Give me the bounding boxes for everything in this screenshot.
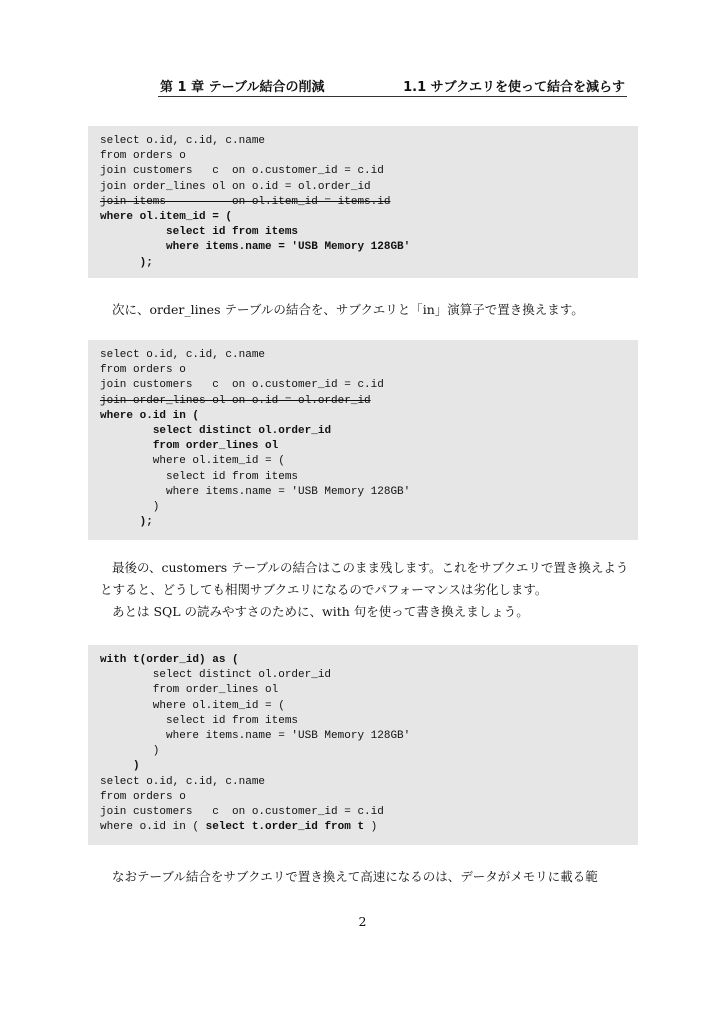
code-block-1 <box>88 126 638 278</box>
code-text: select id from items <box>166 226 299 239</box>
code-line <box>100 744 626 759</box>
code-text: ) <box>364 821 378 834</box>
code-text: select distinct ol.order_id <box>152 424 332 437</box>
code-text: select o.id, c.id, c.name <box>100 775 266 788</box>
code-line <box>100 454 626 469</box>
code-line <box>100 683 626 698</box>
code-text: from orders o <box>100 790 186 803</box>
code-text: select id from items <box>100 470 299 483</box>
paragraph: なおテーブル結合をサブクエリで置き換えて高速になるのは、データがメモリに載る範 <box>112 869 598 884</box>
code-line <box>100 515 626 530</box>
code-text <box>100 226 166 238</box>
code-text: where items.name = 'USB Memory 128GB' <box>166 241 411 254</box>
code-text: from orders o <box>100 364 186 377</box>
code-line <box>100 653 626 668</box>
code-line <box>100 134 626 149</box>
header-rule <box>158 96 627 97</box>
code-text: ) <box>133 760 140 773</box>
code-text: select id from items <box>100 714 299 727</box>
paragraph: あとは SQL の読みやすさのために、with 句を使って書き換えましょう。 <box>112 604 529 619</box>
code-text: select t.order_id from t <box>205 821 365 834</box>
code-text: from order_lines ol <box>152 440 279 453</box>
code-line <box>100 820 626 835</box>
code-text: ) <box>100 500 160 513</box>
code-line <box>100 363 626 378</box>
struck-code-text: join order_lines ol on o.id = ol.order_id <box>100 394 371 407</box>
code-text: where ol.item_id = ( <box>100 210 233 223</box>
chapter-header: 第 1 章 テーブル結合の削減 <box>160 80 325 95</box>
code-line <box>100 195 626 210</box>
code-text: where o.id in ( <box>100 821 206 834</box>
code-line <box>100 210 626 225</box>
code-line <box>100 668 626 683</box>
code-line <box>100 500 626 515</box>
code-block-2 <box>88 340 638 540</box>
code-text <box>100 440 153 452</box>
code-line <box>100 775 626 790</box>
code-text: select distinct ol.order_id <box>100 669 332 682</box>
code-text: join customers c on o.customer_id = c.id <box>100 165 384 178</box>
code-line <box>100 729 626 744</box>
code-text: from orders o <box>100 150 186 163</box>
paragraph: 最後の、customers テーブルの結合はこのまま残します。これをサブクエリで置き換えようとすると、どうしても相関サブクエリになるのでパフォーマンスは劣化します。 <box>100 560 629 597</box>
code-text <box>100 425 153 437</box>
code-line <box>100 759 626 774</box>
code-line <box>100 485 626 500</box>
code-line <box>100 714 626 729</box>
code-text: from order_lines ol <box>100 684 279 697</box>
struck-code-text: join items on ol.item_id = items.id <box>100 195 391 208</box>
code-text: where ol.item_id = ( <box>100 455 285 468</box>
code-text: ) <box>100 745 160 758</box>
code-text: where items.name = 'USB Memory 128GB' <box>100 485 411 498</box>
code-text: join order_lines ol on o.id = ol.order_id <box>100 180 371 193</box>
page-number: 2 <box>358 914 367 929</box>
code-line <box>100 225 626 240</box>
code-line <box>100 394 626 409</box>
code-line <box>100 348 626 363</box>
code-line <box>100 256 626 271</box>
code-text: select o.id, c.id, c.name <box>100 349 266 361</box>
code-text: ); <box>139 256 153 269</box>
code-text: where items.name = 'USB Memory 128GB' <box>100 729 411 742</box>
code-text: join customers c on o.customer_id = c.id <box>100 379 384 392</box>
code-line <box>100 424 626 439</box>
code-text: join customers c on o.customer_id = c.id <box>100 805 384 818</box>
code-line <box>100 409 626 424</box>
code-text <box>100 516 140 528</box>
code-text: where o.id in ( <box>100 409 200 422</box>
code-text <box>100 257 140 269</box>
code-line <box>100 805 626 820</box>
code-line <box>100 240 626 255</box>
code-text <box>100 760 133 772</box>
code-line <box>100 790 626 805</box>
code-line <box>100 470 626 485</box>
code-text: where ol.item_id = ( <box>100 699 285 712</box>
code-text: select o.id, c.id, c.name <box>100 135 266 147</box>
code-line <box>100 378 626 393</box>
code-line <box>100 180 626 195</box>
paragraph: 次に、order_lines テーブルの結合を、サブクエリと「in」演算子で置き換えます。 <box>112 302 584 317</box>
code-text: with t(order_id) as ( <box>100 654 239 666</box>
code-line <box>100 439 626 454</box>
code-text <box>100 241 166 253</box>
code-block-3 <box>88 645 638 845</box>
code-line <box>100 164 626 179</box>
code-text: ); <box>139 516 153 529</box>
code-line <box>100 149 626 164</box>
code-line <box>100 699 626 714</box>
section-header: 1.1 サブクエリを使って結合を減らす <box>403 80 625 95</box>
